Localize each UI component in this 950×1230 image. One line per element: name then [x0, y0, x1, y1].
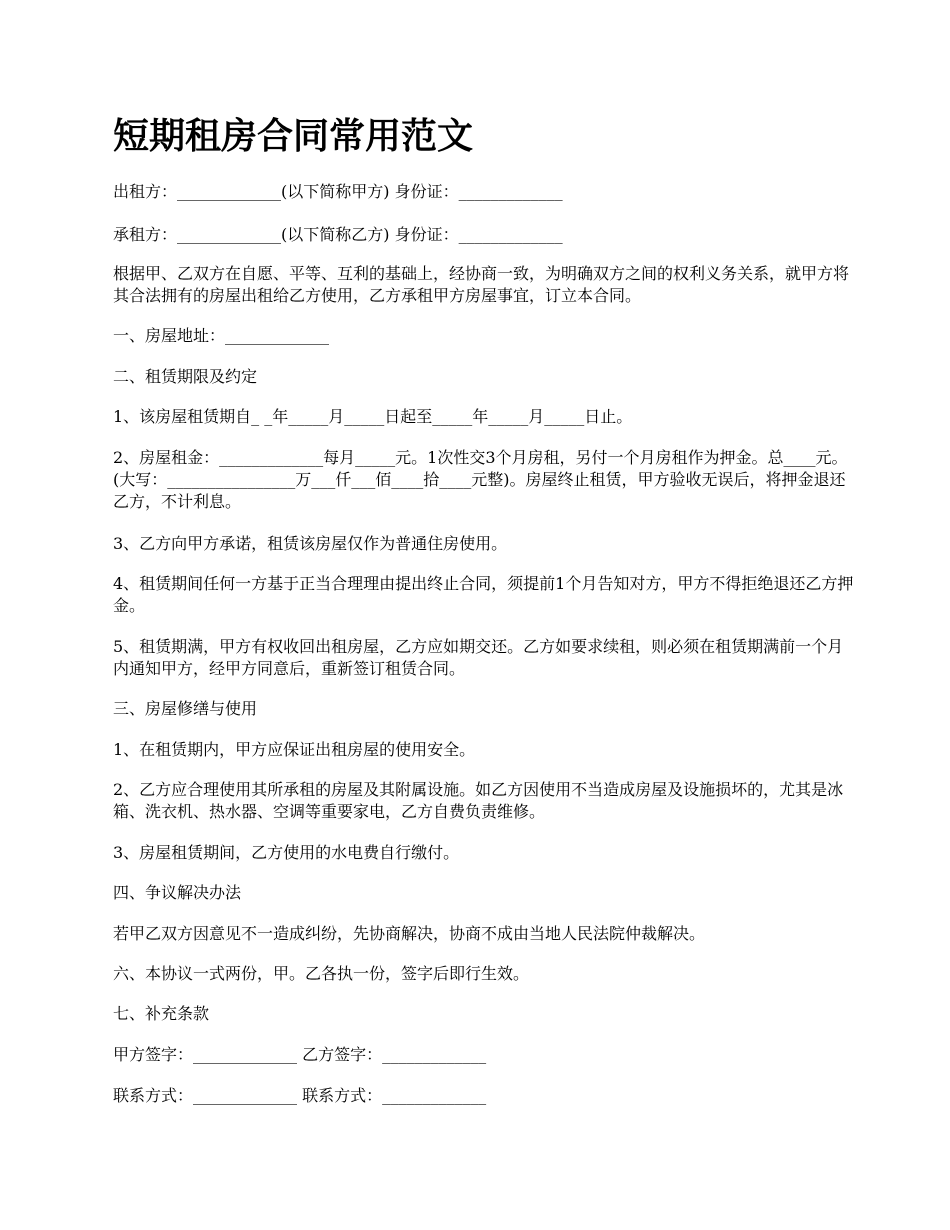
- lessee-line: 承租方：_____________(以下简称乙方) 身份证：_____________: [113, 225, 563, 244]
- contact-line: 联系方式：_____________ 联系方式：_____________: [113, 1086, 487, 1105]
- document-title: 短期租房合同常用范文: [113, 115, 474, 157]
- clause-2-4: 4、租赁期间任何一方基于正当合理理由提出终止合同，须提前1个月告知对方，甲方不得拒绝退还乙方押金。: [113, 574, 854, 615]
- dispute-paragraph: 若甲乙双方因意见不一造成纠纷，先协商解决，协商不成由当地人民法院仲裁解决。: [113, 924, 706, 943]
- section-2-heading: 二、租赁期限及约定: [113, 367, 258, 386]
- lessor-line: 出租方：_____________(以下简称甲方) 身份证：_____________: [113, 182, 563, 201]
- clause-2-2: 2、房屋租金：_____________每月_____元。1次性交3个月房租，另付一个月房租作为押金。总____元。(大写：________________万___仟___佰____拾____元整)。房屋终止租赁，甲方验收无误后，将押金退还乙方，不计利息。: [113, 448, 848, 511]
- section-3-heading: 三、房屋修缮与使用: [113, 699, 258, 718]
- section-4-heading: 四、争议解决办法: [113, 883, 242, 902]
- clause-2-1: 1、该房屋租赁期自_ _年_____月_____日起至_____年_____月_____日止。: [113, 407, 633, 426]
- clause-2-3: 3、乙方向甲方承诺，租赁该房屋仅作为普通住房使用。: [113, 534, 508, 553]
- section-7-heading: 七、补充条款: [113, 1004, 210, 1023]
- preamble-paragraph: 根据甲、乙双方在自愿、平等、互利的基础上，经协商一致，为明确双方之间的权利义务关系，就甲方将其合法拥有的房屋出租给乙方使用，乙方承租甲方房屋事宜，订立本合同。: [113, 264, 850, 305]
- signature-line: 甲方签字：_____________ 乙方签字：_____________: [113, 1045, 487, 1064]
- clause-2-5: 5、租赁期满，甲方有权收回出租房屋，乙方应如期交还。乙方如要求续租，则必须在租赁期满前一个月内通知甲方，经甲方同意后，重新签订租赁合同。: [113, 637, 844, 678]
- section-1-address: 一、房屋地址：_____________: [113, 326, 330, 345]
- clause-3-1: 1、在租赁期内，甲方应保证出租房屋的使用安全。: [113, 740, 476, 759]
- section-6-copies: 六、本协议一式两份，甲。乙各执一份，签字后即行生效。: [113, 964, 530, 983]
- clause-3-3: 3、房屋租赁期间，乙方使用的水电费自行缴付。: [113, 843, 460, 862]
- clause-3-2: 2、乙方应合理使用其所承租的房屋及其附属设施。如乙方因使用不当造成房屋及设施损坏的，尤其是冰箱、洗衣机、热水器、空调等重要家电，乙方自费负责维修。: [113, 780, 844, 821]
